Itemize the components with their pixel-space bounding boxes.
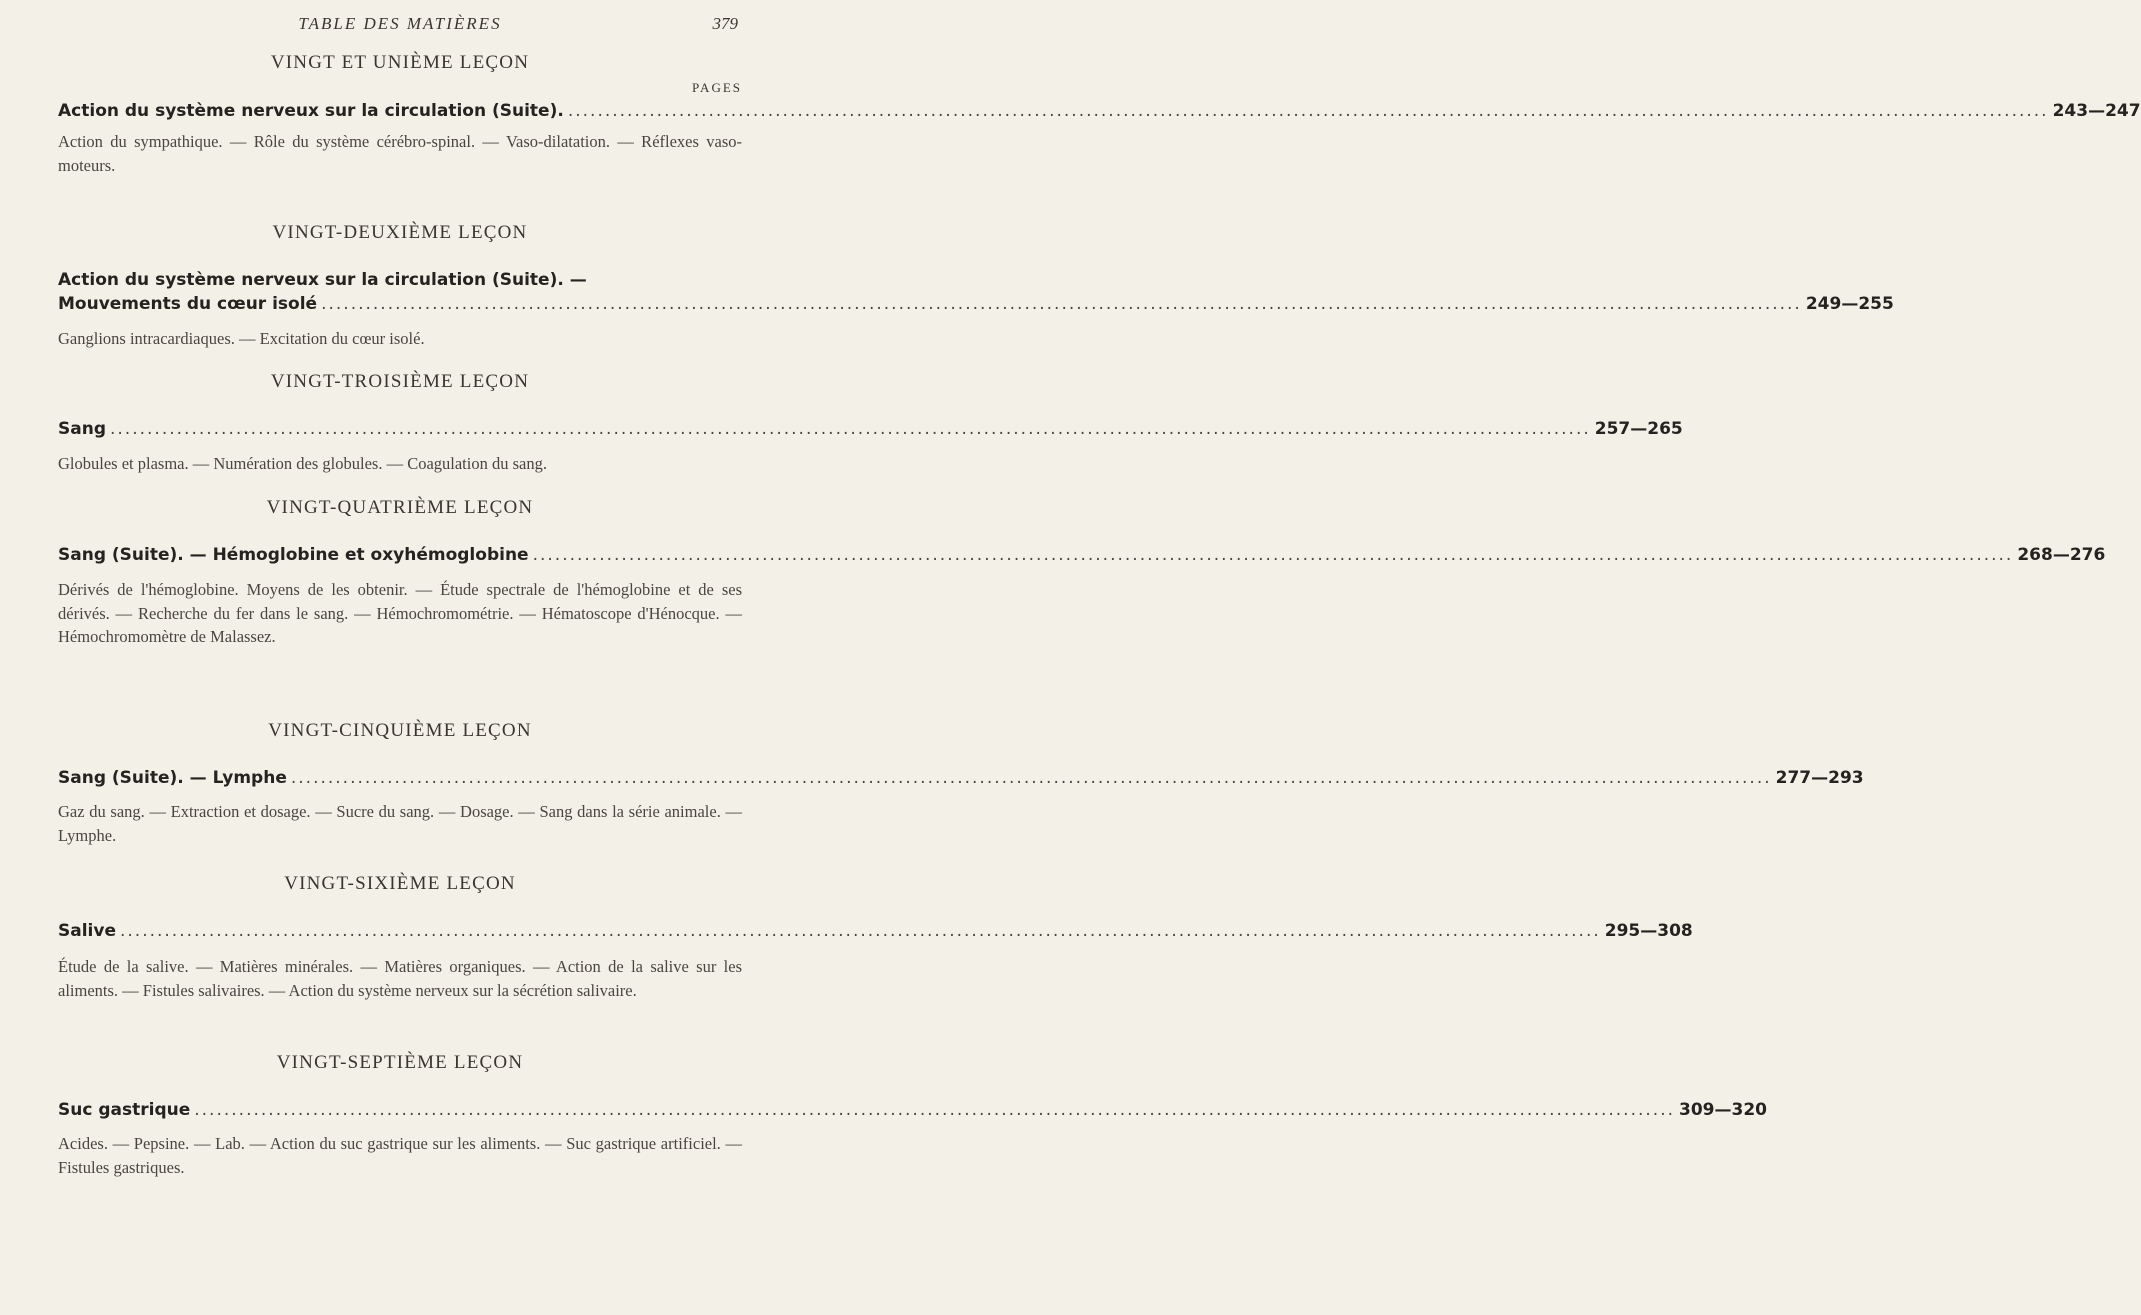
lecon-heading: VINGT-TROISIÈME LEÇON: [270, 371, 530, 392]
lecon-heading: VINGT-QUATRIÈME LEÇON: [266, 497, 534, 518]
lecon-title: [58, 99, 2141, 123]
lecon-heading: VINGT-DEUXIÈME LEÇON: [272, 222, 528, 243]
running-head: [0, 14, 800, 44]
leader-dots: ........................................................................................................................................................................................................: [321, 294, 1802, 314]
lecon-title-text: Action du système nerveux sur la circulation (Suite). —: [58, 270, 587, 290]
lecon-heading: VINGT ET UNIÈME LEÇON: [270, 52, 530, 73]
lecon-title-text: Suc gastrique: [58, 1100, 191, 1120]
lecon-heading: VINGT-SIXIÈME LEÇON: [284, 873, 516, 894]
lecon-title-text: Mouvements du cœur isolé: [58, 294, 318, 314]
lecon-title-text: Action du système nerveux sur la circulation (Suite).: [58, 101, 564, 121]
page-range: 243—247: [2052, 101, 2141, 121]
lecon-summary: Acides. — Pepsine. — Lab. — Action du suc gastrique sur les aliments. — Suc gastrique artificiel. — Fistules gastriques.: [58, 1134, 742, 1177]
page-range: 277—293: [1775, 768, 1864, 788]
leader-dots: ........................................................................................................................................................................................................: [532, 545, 2014, 565]
lecon-title: [58, 1098, 1767, 1122]
lecon-summary: Dérivés de l'hémoglobine. Moyens de les obtenir. — Étude spectrale de l'hémoglobine et de ses dérivés. — Recherche du fer dans le sang. — Hémochromométrie. — Hématoscope d'Hénocque. — Hémochromomètre de Malassez.: [58, 580, 742, 646]
pages-column-label: PAGES: [692, 80, 742, 95]
lecon-title: [58, 919, 1693, 943]
leader-dots: ........................................................................................................................................................................................................: [110, 419, 1591, 439]
leader-dots: ........................................................................................................................................................................................................: [194, 1100, 1676, 1120]
lecon-title: [58, 268, 1894, 316]
lecon-title: [58, 766, 1864, 790]
lecon-title-text: Sang (Suite). — Hémoglobine et oxyhémoglobine: [58, 545, 529, 565]
lecon-summary: Action du sympathique. — Rôle du système cérébro-spinal. — Vaso-dilatation. — Réflexes vaso-moteurs.: [58, 132, 742, 175]
lecon-title-text: Sang (Suite). — Lymphe: [58, 768, 287, 788]
page-range: 257—265: [1594, 419, 1683, 439]
lecon-title: [58, 417, 1683, 441]
running-head-title: TABLE DES MATIÈRES: [298, 14, 502, 33]
page-range: 295—308: [1604, 921, 1693, 941]
page-range: 249—255: [1805, 294, 1894, 314]
lecon-summary: Étude de la salive. — Matières minérales. — Matières organiques. — Action de la salive sur les aliments. — Fistules salivaires. — Action du système nerveux sur la sécrétion salivaire.: [58, 957, 742, 1000]
page-range: 309—320: [1679, 1100, 1767, 1120]
page-range: 268—276: [2017, 545, 2106, 565]
lecon-summary: Gaz du sang. — Extraction et dosage. — Sucre du sang. — Dosage. — Sang dans la série animale. — Lymphe.: [58, 802, 742, 845]
lecon-summary: Globules et plasma. — Numération des globules. — Coagulation du sang.: [58, 454, 547, 473]
lecon-summary: Ganglions intracardiaques. — Excitation du cœur isolé.: [58, 329, 425, 348]
lecon-title-text: Sang: [58, 419, 106, 439]
lecon-title: [58, 543, 2106, 567]
lecon-heading: VINGT-SEPTIÈME LEÇON: [276, 1052, 524, 1073]
leader-dots: ........................................................................................................................................................................................................: [567, 101, 2049, 121]
leader-dots: ........................................................................................................................................................................................................: [290, 768, 1772, 788]
leader-dots: ........................................................................................................................................................................................................: [119, 921, 1601, 941]
lecon-heading: VINGT-CINQUIÈME LEÇON: [268, 720, 532, 741]
lecon-title-text: Salive: [58, 921, 116, 941]
page-number: 379: [712, 14, 738, 33]
